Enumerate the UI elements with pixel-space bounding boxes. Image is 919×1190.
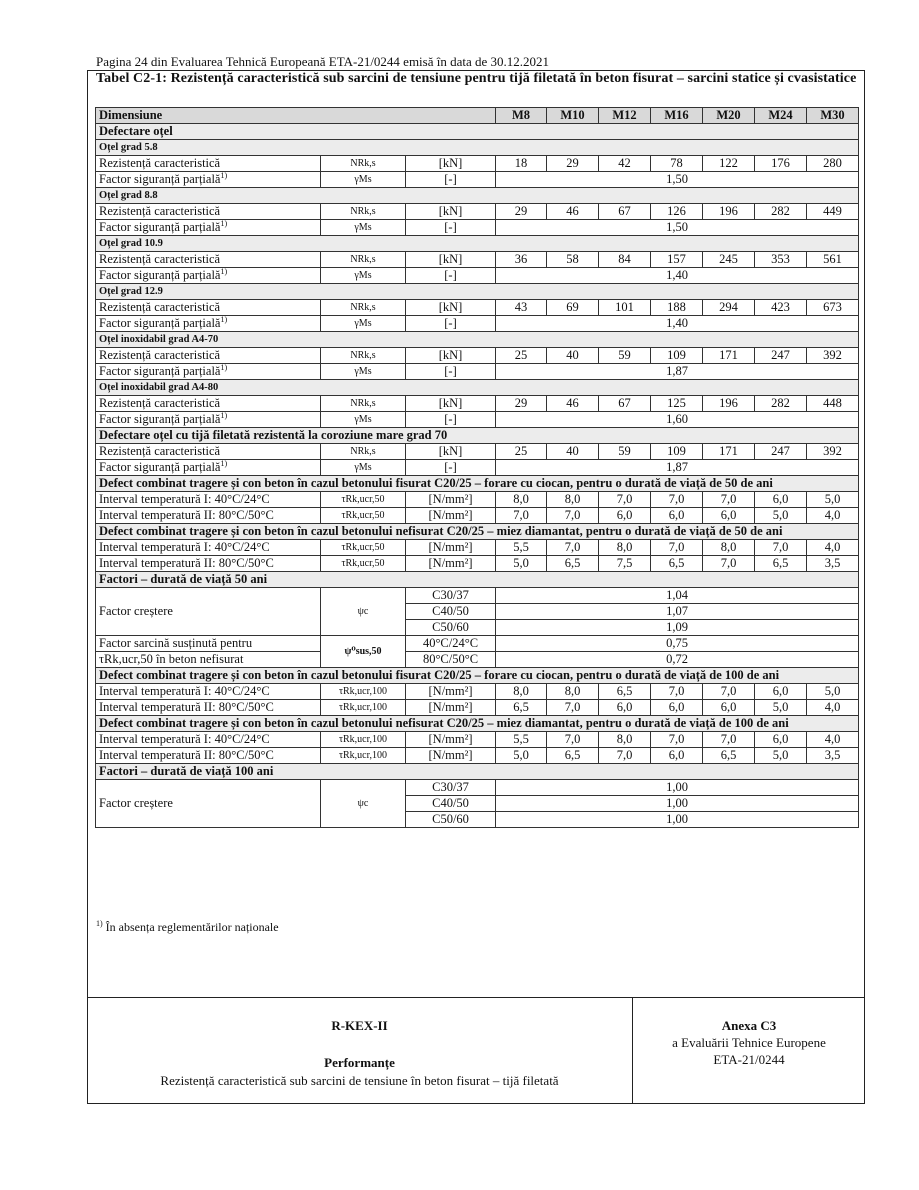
annex-title: Anexa C3 bbox=[721, 1018, 777, 1033]
resistance-table bbox=[95, 107, 859, 828]
unit-cell: [-] bbox=[406, 364, 496, 380]
table-row bbox=[96, 508, 859, 524]
value-cell: 5,5 bbox=[496, 540, 547, 556]
table-row bbox=[96, 316, 859, 332]
value-cell: 171 bbox=[703, 348, 755, 364]
unit-cell: 40°C/24°C bbox=[406, 636, 496, 652]
value-cell: 8,0 bbox=[547, 492, 599, 508]
symbol-cell: γMs bbox=[321, 172, 406, 188]
unit-cell: [kN] bbox=[406, 204, 496, 220]
value-cell: 18 bbox=[496, 156, 547, 172]
unit-cell: [kN] bbox=[406, 396, 496, 412]
table-row bbox=[96, 156, 859, 172]
section-row bbox=[96, 524, 859, 540]
value-cell: 7,0 bbox=[547, 700, 599, 716]
unit-cell: [-] bbox=[406, 268, 496, 284]
table-row bbox=[96, 348, 859, 364]
value-cell: 69 bbox=[547, 300, 599, 316]
value-cell: 0,75 bbox=[496, 636, 859, 652]
row-label: Rezistență caracteristică bbox=[96, 252, 321, 268]
value-cell: 6,5 bbox=[496, 700, 547, 716]
symbol-cell: τRk,ucr,100 bbox=[321, 700, 406, 716]
section-g88: Oțel grad 8.8 bbox=[96, 188, 859, 204]
section-row bbox=[96, 284, 859, 300]
unit-cell: C40/50 bbox=[406, 796, 496, 812]
value-cell: 282 bbox=[755, 396, 807, 412]
value-cell: 125 bbox=[651, 396, 703, 412]
symbol-cell: τRk,ucr,50 bbox=[321, 556, 406, 572]
value-cell: 59 bbox=[599, 444, 651, 460]
value-cell: 1,00 bbox=[496, 796, 859, 812]
unit-cell: [-] bbox=[406, 172, 496, 188]
value-cell: 78 bbox=[651, 156, 703, 172]
unit-cell: C50/60 bbox=[406, 620, 496, 636]
footer-left bbox=[87, 998, 633, 1104]
value-cell: 4,0 bbox=[807, 700, 859, 716]
unit-cell: [-] bbox=[406, 316, 496, 332]
value-cell: 561 bbox=[807, 252, 859, 268]
row-label bbox=[96, 412, 321, 428]
header-size: M12 bbox=[599, 108, 651, 124]
row-label: Rezistență caracteristică bbox=[96, 300, 321, 316]
product-name: R-KEX-II bbox=[331, 1018, 388, 1033]
footnote-text: În absența reglementărilor naționale bbox=[105, 920, 279, 934]
symbol-cell: γMs bbox=[321, 412, 406, 428]
value-cell: 6,5 bbox=[755, 556, 807, 572]
value-cell: 1,09 bbox=[496, 620, 859, 636]
value-cell: 7,0 bbox=[703, 556, 755, 572]
row-label: Interval temperatură II: 80°C/50°C bbox=[96, 700, 321, 716]
section-f50: Factori – durată de viață 50 ani bbox=[96, 572, 859, 588]
symbol-cell: NRk,s bbox=[321, 204, 406, 220]
section-row bbox=[96, 572, 859, 588]
row-label bbox=[96, 460, 321, 476]
document-footer bbox=[87, 997, 865, 1104]
symbol-cell: τRk,ucr,100 bbox=[321, 684, 406, 700]
table-row bbox=[96, 588, 859, 604]
footnote-ref: 1) bbox=[220, 219, 228, 228]
table-row bbox=[96, 444, 859, 460]
header-size: M10 bbox=[547, 108, 599, 124]
footnote bbox=[96, 920, 279, 935]
section-row bbox=[96, 236, 859, 252]
section-steel-failure: Defectare oțel bbox=[96, 124, 859, 140]
unit-cell: [kN] bbox=[406, 156, 496, 172]
value-cell: 3,5 bbox=[807, 748, 859, 764]
value-cell: 59 bbox=[599, 348, 651, 364]
page-header: Pagina 24 din Evaluarea Tehnică Europeană ETA-21/0244 emisă în data de 30.12.2021 bbox=[96, 54, 550, 69]
value-cell: 42 bbox=[599, 156, 651, 172]
value-cell: 3,5 bbox=[807, 556, 859, 572]
value-cell: 247 bbox=[755, 348, 807, 364]
unit-cell: [N/mm²] bbox=[406, 684, 496, 700]
symbol-cell: γMs bbox=[321, 364, 406, 380]
row-label: Rezistență caracteristică bbox=[96, 348, 321, 364]
value-cell: 40 bbox=[547, 348, 599, 364]
value-cell: 7,0 bbox=[651, 540, 703, 556]
table-row bbox=[96, 636, 859, 652]
annex-line-1: a Evaluării Tehnice Europene bbox=[672, 1035, 826, 1050]
row-label: Factor creștere bbox=[96, 780, 321, 828]
value-cell: 1,00 bbox=[496, 812, 859, 828]
symbol-cell: NRk,s bbox=[321, 348, 406, 364]
table-row bbox=[96, 300, 859, 316]
section-row bbox=[96, 668, 859, 684]
row-label: Interval temperatură I: 40°C/24°C bbox=[96, 684, 321, 700]
section-g109: Oțel grad 10.9 bbox=[96, 236, 859, 252]
symbol-cell: NRk,s bbox=[321, 300, 406, 316]
unit-cell: [-] bbox=[406, 460, 496, 476]
value-cell: 5,0 bbox=[807, 492, 859, 508]
value-cell: 29 bbox=[547, 156, 599, 172]
unit-cell: [N/mm²] bbox=[406, 492, 496, 508]
section-row bbox=[96, 332, 859, 348]
value-cell: 171 bbox=[703, 444, 755, 460]
label-text: Factor siguranță parțială bbox=[99, 316, 221, 330]
value-cell: 1,40 bbox=[496, 268, 859, 284]
section-row bbox=[96, 380, 859, 396]
section-hcr: Defectare oțel cu tijă filetată rezistentă la coroziune mare grad 70 bbox=[96, 428, 859, 444]
performance-description: Rezistență caracteristică sub sarcini de tensiune în beton fisurat – tijă filetată bbox=[160, 1073, 559, 1088]
value-cell: 7,5 bbox=[599, 556, 651, 572]
value-cell: 1,40 bbox=[496, 316, 859, 332]
section-row bbox=[96, 140, 859, 156]
value-cell: 5,0 bbox=[755, 508, 807, 524]
value-cell: 6,0 bbox=[755, 492, 807, 508]
unit-cell: [N/mm²] bbox=[406, 748, 496, 764]
section-comb4: Defect combinat tragere și con beton în cazul betonului nefisurat C20/25 – miez diamantat, pentru o durată de viață de 100 de ani bbox=[96, 716, 859, 732]
row-label: Rezistență caracteristică bbox=[96, 396, 321, 412]
value-cell: 4,0 bbox=[807, 540, 859, 556]
value-cell: 423 bbox=[755, 300, 807, 316]
row-label bbox=[96, 172, 321, 188]
section-comb2: Defect combinat tragere și con beton în cazul betonului nefisurat C20/25 – miez diamantat, pentru o durată de viață de 50 de ani bbox=[96, 524, 859, 540]
section-row bbox=[96, 188, 859, 204]
table-row bbox=[96, 748, 859, 764]
value-cell: 84 bbox=[599, 252, 651, 268]
symbol-cell: τRk,ucr,50 bbox=[321, 492, 406, 508]
table-row bbox=[96, 700, 859, 716]
row-label bbox=[96, 316, 321, 332]
value-cell: 29 bbox=[496, 396, 547, 412]
value-cell: 7,0 bbox=[651, 732, 703, 748]
row-label: Interval temperatură I: 40°C/24°C bbox=[96, 732, 321, 748]
value-cell: 6,5 bbox=[547, 556, 599, 572]
unit-cell: 80°C/50°C bbox=[406, 652, 496, 668]
value-cell: 58 bbox=[547, 252, 599, 268]
label-text: Factor siguranță parțială bbox=[99, 172, 221, 186]
value-cell: 6,0 bbox=[651, 508, 703, 524]
symbol-cell: τRk,ucr,50 bbox=[321, 508, 406, 524]
table-row bbox=[96, 556, 859, 572]
value-cell: 7,0 bbox=[703, 684, 755, 700]
unit-cell: [kN] bbox=[406, 444, 496, 460]
value-cell: 1,04 bbox=[496, 588, 859, 604]
value-cell: 196 bbox=[703, 204, 755, 220]
value-cell: 8,0 bbox=[547, 684, 599, 700]
value-cell: 7,0 bbox=[547, 540, 599, 556]
value-cell: 7,0 bbox=[547, 732, 599, 748]
value-cell: 157 bbox=[651, 252, 703, 268]
table-row bbox=[96, 364, 859, 380]
value-cell: 4,0 bbox=[807, 508, 859, 524]
value-cell: 0,72 bbox=[496, 652, 859, 668]
value-cell: 449 bbox=[807, 204, 859, 220]
section-comb1: Defect combinat tragere și con beton în cazul betonului fisurat C20/25 – forare cu ciocan, pentru o durată de viață de 50 de ani bbox=[96, 476, 859, 492]
footnote-marker: 1) bbox=[96, 919, 103, 928]
value-cell: 247 bbox=[755, 444, 807, 460]
table-row bbox=[96, 220, 859, 236]
value-cell: 5,0 bbox=[807, 684, 859, 700]
unit-cell: [kN] bbox=[406, 252, 496, 268]
value-cell: 6,0 bbox=[755, 684, 807, 700]
value-cell: 43 bbox=[496, 300, 547, 316]
value-cell: 29 bbox=[496, 204, 547, 220]
value-cell: 25 bbox=[496, 348, 547, 364]
label-text: Factor siguranță parțială bbox=[99, 364, 221, 378]
value-cell: 7,0 bbox=[547, 508, 599, 524]
section-row bbox=[96, 124, 859, 140]
value-cell: 122 bbox=[703, 156, 755, 172]
value-cell: 4,0 bbox=[807, 732, 859, 748]
value-cell: 1,60 bbox=[496, 412, 859, 428]
value-cell: 1,87 bbox=[496, 460, 859, 476]
value-cell: 7,0 bbox=[703, 492, 755, 508]
value-cell: 7,0 bbox=[599, 492, 651, 508]
value-cell: 245 bbox=[703, 252, 755, 268]
value-cell: 6,5 bbox=[599, 684, 651, 700]
value-cell: 1,07 bbox=[496, 604, 859, 620]
footnote-ref: 1) bbox=[220, 171, 228, 180]
row-label: Rezistență caracteristică bbox=[96, 204, 321, 220]
value-cell: 6,5 bbox=[547, 748, 599, 764]
footnote-ref: 1) bbox=[220, 315, 228, 324]
value-cell: 8,0 bbox=[496, 492, 547, 508]
section-g129: Oțel grad 12.9 bbox=[96, 284, 859, 300]
header-size: M24 bbox=[755, 108, 807, 124]
footnote-ref: 1) bbox=[220, 267, 228, 276]
value-cell: 8,0 bbox=[496, 684, 547, 700]
value-cell: 282 bbox=[755, 204, 807, 220]
performance-title: Performanțe bbox=[324, 1055, 395, 1070]
value-cell: 6,5 bbox=[651, 556, 703, 572]
value-cell: 7,0 bbox=[703, 732, 755, 748]
value-cell: 8,0 bbox=[599, 732, 651, 748]
symbol-cell: γMs bbox=[321, 268, 406, 284]
section-comb3: Defect combinat tragere și con beton în cazul betonului fisurat C20/25 – forare cu ciocan, pentru o durată de viață de 100 de ani bbox=[96, 668, 859, 684]
value-cell: 8,0 bbox=[703, 540, 755, 556]
header-size: M20 bbox=[703, 108, 755, 124]
table-header-row bbox=[96, 108, 859, 124]
value-cell: 176 bbox=[755, 156, 807, 172]
symbol-cell: NRk,s bbox=[321, 156, 406, 172]
header-size: M16 bbox=[651, 108, 703, 124]
symbol-cell: τRk,ucr,50 bbox=[321, 540, 406, 556]
table-row bbox=[96, 684, 859, 700]
header-size: M8 bbox=[496, 108, 547, 124]
value-cell: 109 bbox=[651, 444, 703, 460]
row-label bbox=[96, 268, 321, 284]
value-cell: 1,50 bbox=[496, 172, 859, 188]
unit-cell: [N/mm²] bbox=[406, 540, 496, 556]
unit-cell: C30/37 bbox=[406, 780, 496, 796]
value-cell: 673 bbox=[807, 300, 859, 316]
table-row bbox=[96, 780, 859, 796]
unit-cell: [N/mm²] bbox=[406, 700, 496, 716]
value-cell: 6,0 bbox=[755, 732, 807, 748]
value-cell: 109 bbox=[651, 348, 703, 364]
symbol-cell: γMs bbox=[321, 316, 406, 332]
row-label: Factor sarcină susținută pentru bbox=[96, 636, 321, 652]
unit-cell: [kN] bbox=[406, 348, 496, 364]
table-row bbox=[96, 652, 859, 668]
unit-cell: C40/50 bbox=[406, 604, 496, 620]
value-cell: 25 bbox=[496, 444, 547, 460]
value-cell: 353 bbox=[755, 252, 807, 268]
value-cell: 8,0 bbox=[599, 540, 651, 556]
table-row bbox=[96, 172, 859, 188]
symbol-cell: γMs bbox=[321, 220, 406, 236]
section-row bbox=[96, 716, 859, 732]
value-cell: 5,5 bbox=[496, 732, 547, 748]
row-label: Interval temperatură I: 40°C/24°C bbox=[96, 540, 321, 556]
footnote-ref: 1) bbox=[220, 363, 228, 372]
value-cell: 7,0 bbox=[496, 508, 547, 524]
row-label bbox=[96, 364, 321, 380]
label-text: Factor siguranță parțială bbox=[99, 268, 221, 282]
footnote-ref: 1) bbox=[220, 459, 228, 468]
row-label: Rezistență caracteristică bbox=[96, 156, 321, 172]
symbol-cell: ψ⁰sus,50 bbox=[321, 636, 406, 668]
value-cell: 36 bbox=[496, 252, 547, 268]
table-row bbox=[96, 492, 859, 508]
value-cell: 6,0 bbox=[599, 700, 651, 716]
value-cell: 101 bbox=[599, 300, 651, 316]
table-row bbox=[96, 252, 859, 268]
value-cell: 46 bbox=[547, 396, 599, 412]
table-title: Tabel C2-1: Rezistență caracteristică sub sarcini de tensiune pentru tijă filetată în beton fisurat – sarcini statice și cvasistatice bbox=[96, 71, 857, 86]
section-row bbox=[96, 476, 859, 492]
label-text: Factor siguranță parțială bbox=[99, 460, 221, 474]
value-cell: 6,5 bbox=[703, 748, 755, 764]
value-cell: 7,0 bbox=[755, 540, 807, 556]
value-cell: 294 bbox=[703, 300, 755, 316]
value-cell: 5,0 bbox=[755, 700, 807, 716]
footer-right bbox=[633, 998, 865, 1104]
unit-cell: [N/mm²] bbox=[406, 556, 496, 572]
label-text: Factor siguranță parțială bbox=[99, 220, 221, 234]
row-label: Factor creștere bbox=[96, 588, 321, 636]
value-cell: 392 bbox=[807, 444, 859, 460]
value-cell: 392 bbox=[807, 348, 859, 364]
value-cell: 6,0 bbox=[599, 508, 651, 524]
value-cell: 6,0 bbox=[651, 748, 703, 764]
table-row bbox=[96, 540, 859, 556]
symbol-cell: γMs bbox=[321, 460, 406, 476]
section-f100: Factori – durată de viață 100 ani bbox=[96, 764, 859, 780]
value-cell: 5,0 bbox=[755, 748, 807, 764]
section-row bbox=[96, 764, 859, 780]
unit-cell: [N/mm²] bbox=[406, 732, 496, 748]
table-row bbox=[96, 268, 859, 284]
label-text: Factor siguranță parțială bbox=[99, 412, 221, 426]
value-cell: 6,0 bbox=[651, 700, 703, 716]
value-cell: 46 bbox=[547, 204, 599, 220]
section-a480: Oțel inoxidabil grad A4-80 bbox=[96, 380, 859, 396]
value-cell: 196 bbox=[703, 396, 755, 412]
value-cell: 6,0 bbox=[703, 700, 755, 716]
section-row bbox=[96, 428, 859, 444]
symbol-cell: ψc bbox=[321, 588, 406, 636]
symbol-cell: NRk,s bbox=[321, 444, 406, 460]
value-cell: 6,0 bbox=[703, 508, 755, 524]
unit-cell: [-] bbox=[406, 412, 496, 428]
row-label bbox=[96, 220, 321, 236]
symbol-cell: τRk,ucr,100 bbox=[321, 732, 406, 748]
table-row bbox=[96, 732, 859, 748]
symbol-cell: NRk,s bbox=[321, 396, 406, 412]
section-g58: Oțel grad 5.8 bbox=[96, 140, 859, 156]
row-label: τRk,ucr,50 în beton nefisurat bbox=[96, 652, 321, 668]
annex-line-2: ETA-21/0244 bbox=[713, 1052, 785, 1067]
value-cell: 5,0 bbox=[496, 556, 547, 572]
value-cell: 40 bbox=[547, 444, 599, 460]
value-cell: 67 bbox=[599, 204, 651, 220]
row-label: Interval temperatură II: 80°C/50°C bbox=[96, 508, 321, 524]
table-row bbox=[96, 460, 859, 476]
unit-cell: C30/37 bbox=[406, 588, 496, 604]
row-label: Interval temperatură II: 80°C/50°C bbox=[96, 556, 321, 572]
footnote-ref: 1) bbox=[220, 411, 228, 420]
value-cell: 7,0 bbox=[651, 492, 703, 508]
unit-cell: [-] bbox=[406, 220, 496, 236]
row-label: Rezistență caracteristică bbox=[96, 444, 321, 460]
value-cell: 67 bbox=[599, 396, 651, 412]
value-cell: 7,0 bbox=[651, 684, 703, 700]
unit-cell: [kN] bbox=[406, 300, 496, 316]
value-cell: 7,0 bbox=[599, 748, 651, 764]
unit-cell: C50/60 bbox=[406, 812, 496, 828]
section-a470: Oțel inoxidabil grad A4-70 bbox=[96, 332, 859, 348]
symbol-cell: ψc bbox=[321, 780, 406, 828]
header-size: M30 bbox=[807, 108, 859, 124]
unit-cell: [N/mm²] bbox=[406, 508, 496, 524]
table-row bbox=[96, 204, 859, 220]
symbol-cell: NRk,s bbox=[321, 252, 406, 268]
value-cell: 1,87 bbox=[496, 364, 859, 380]
table-row bbox=[96, 412, 859, 428]
table-row bbox=[96, 396, 859, 412]
symbol-cell: τRk,ucr,100 bbox=[321, 748, 406, 764]
value-cell: 1,00 bbox=[496, 780, 859, 796]
value-cell: 280 bbox=[807, 156, 859, 172]
header-dimension: Dimensiune bbox=[96, 108, 496, 124]
row-label: Interval temperatură II: 80°C/50°C bbox=[96, 748, 321, 764]
value-cell: 188 bbox=[651, 300, 703, 316]
value-cell: 448 bbox=[807, 396, 859, 412]
row-label: Interval temperatură I: 40°C/24°C bbox=[96, 492, 321, 508]
value-cell: 5,0 bbox=[496, 748, 547, 764]
value-cell: 126 bbox=[651, 204, 703, 220]
value-cell: 1,50 bbox=[496, 220, 859, 236]
